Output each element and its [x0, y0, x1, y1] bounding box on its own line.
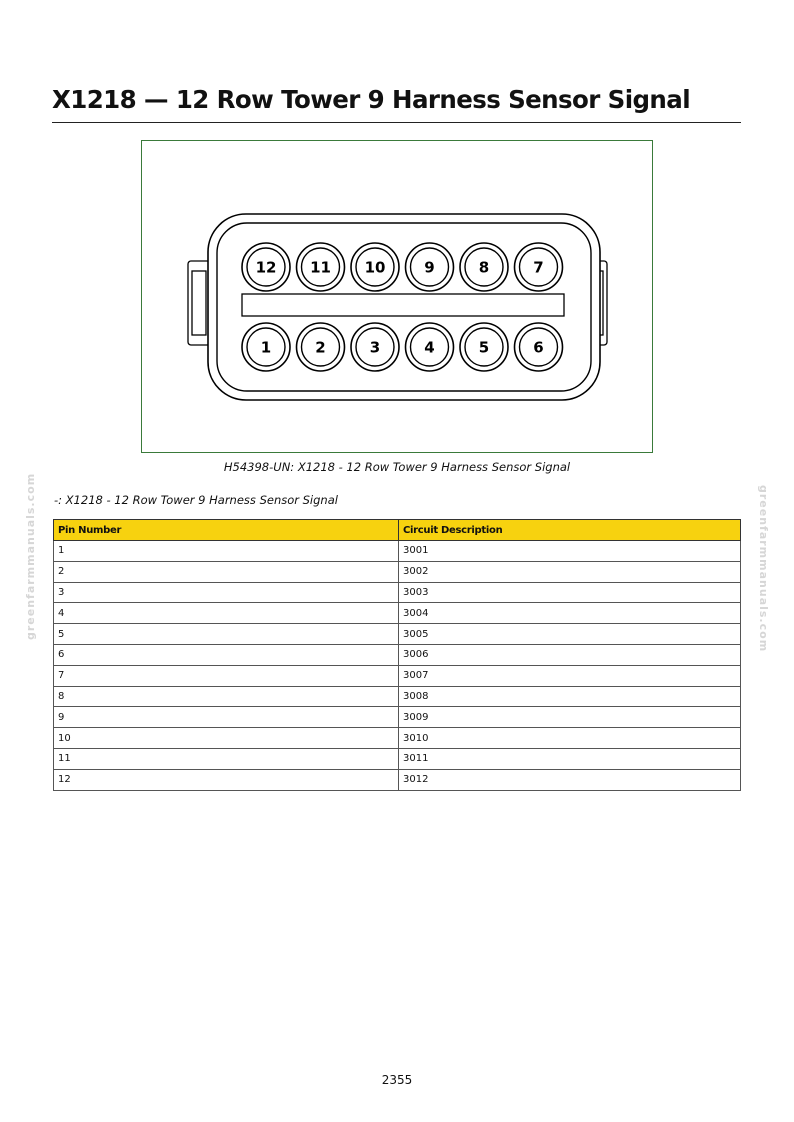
pin-number-cell: 12	[54, 769, 399, 790]
pin-number-cell: 2	[54, 561, 399, 582]
pin-number-cell: 6	[54, 644, 399, 665]
pin-label: 7	[533, 258, 544, 277]
circuit-description-cell: 3011	[399, 748, 741, 769]
connector-pin	[297, 243, 345, 291]
table-row	[54, 769, 741, 790]
connector-center-bar	[242, 294, 564, 316]
pin-label: 5	[478, 338, 490, 357]
table-row	[54, 748, 741, 769]
circuit-description-cell: 3004	[399, 603, 741, 624]
table-row	[54, 603, 741, 624]
connector-pin	[406, 243, 454, 291]
page-title: X1218 — 12 Row Tower 9 Harness Sensor Signal	[52, 85, 691, 114]
circuit-description-cell: 3005	[399, 624, 741, 645]
pin-label: 3	[369, 338, 381, 357]
table-row	[54, 582, 741, 603]
table-row	[54, 665, 741, 686]
pin-label: 8	[478, 258, 490, 277]
connector-pin	[460, 323, 508, 371]
page-number: 2355	[381, 1073, 413, 1087]
pin-number-cell: 3	[54, 582, 399, 603]
circuit-description-cell: 3008	[399, 686, 741, 707]
table-row	[54, 541, 741, 562]
connector-pin	[351, 243, 399, 291]
pin-label: 2	[315, 338, 326, 357]
pin-label: 6	[533, 338, 544, 357]
pin-number-cell: 4	[54, 603, 399, 624]
pin-number-cell: 7	[54, 665, 399, 686]
table-row	[54, 624, 741, 645]
connector-pin	[515, 323, 563, 371]
watermark-right: greenfarmmanuals.com	[757, 485, 770, 653]
circuit-description-cell: 3001	[399, 541, 741, 562]
circuit-description-cell: 3010	[399, 728, 741, 749]
pin-table	[53, 519, 741, 791]
circuit-description-cell: 3003	[399, 582, 741, 603]
table-caption: -: X1218 - 12 Row Tower 9 Harness Sensor Signal	[54, 493, 338, 507]
connector-pin	[515, 243, 563, 291]
pin-label: 12	[255, 258, 277, 277]
pin-label: 1	[260, 338, 272, 357]
connector-pin	[406, 323, 454, 371]
table-row	[54, 686, 741, 707]
figure-caption: H54398-UN: X1218 - 12 Row Tower 9 Harness Sensor Signal	[223, 460, 571, 474]
table-row	[54, 561, 741, 582]
pin-number-cell: 11	[54, 748, 399, 769]
header-circuit-description: Circuit Description	[399, 520, 741, 541]
pin-label: 4	[424, 338, 435, 357]
connector-pin	[242, 243, 290, 291]
pin-label: 11	[310, 258, 331, 277]
circuit-description-cell: 3012	[399, 769, 741, 790]
table-header-row	[54, 520, 741, 541]
table-row	[54, 644, 741, 665]
connector-figure	[141, 140, 653, 453]
circuit-description-cell: 3002	[399, 561, 741, 582]
connector-pin	[297, 323, 345, 371]
watermark-left: greenfarmmanuals.com	[24, 472, 37, 640]
title-divider	[52, 122, 741, 123]
circuit-description-cell: 3009	[399, 707, 741, 728]
connector-pin	[460, 243, 508, 291]
table-row	[54, 728, 741, 749]
pin-number-cell: 1	[54, 541, 399, 562]
pin-number-cell: 10	[54, 728, 399, 749]
connector-pin	[242, 323, 290, 371]
connector-diagram	[142, 141, 651, 451]
pin-number-cell: 8	[54, 686, 399, 707]
header-pin-number: Pin Number	[54, 520, 399, 541]
left-latch	[188, 261, 210, 345]
pin-number-cell: 5	[54, 624, 399, 645]
connector-pin	[351, 323, 399, 371]
circuit-description-cell: 3007	[399, 665, 741, 686]
pin-number-cell: 9	[54, 707, 399, 728]
table-row	[54, 707, 741, 728]
pin-label: 9	[424, 258, 435, 277]
circuit-description-cell: 3006	[399, 644, 741, 665]
pin-label: 10	[364, 258, 386, 277]
